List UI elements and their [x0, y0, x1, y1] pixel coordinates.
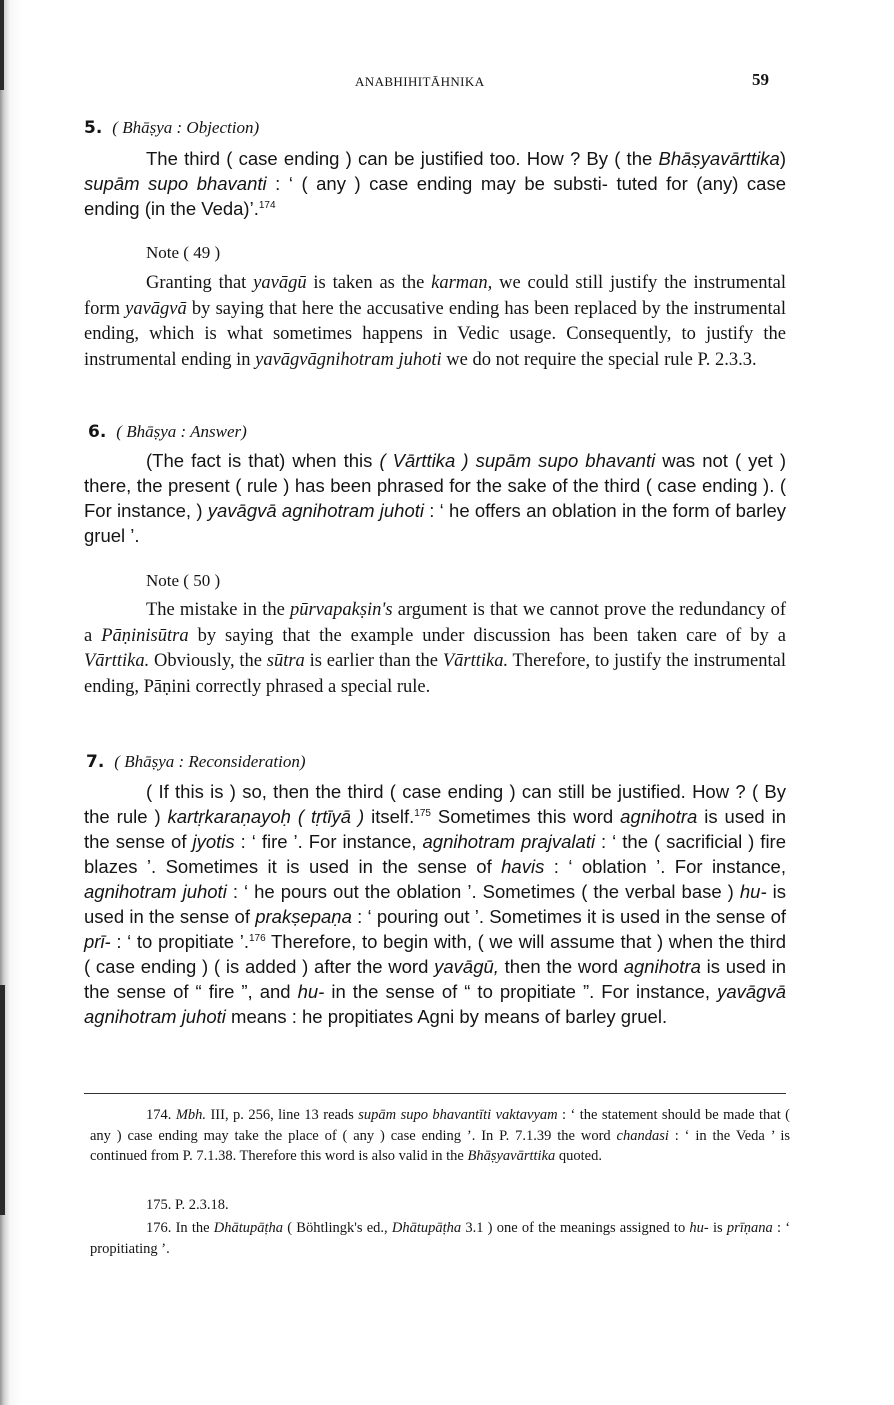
section-heading [84, 118, 259, 138]
note-paragraph: The mistake in the pūrvapakṣin's argument is that we cannot prove the redundancy of a Pāṇinisūtra by saying that the example under discussion has been taken care of by a Vārttika. Obviously, the sūtra is earlier than the Vārttika. Therefore, to justify the instrumental ending, Pāṇini correctly phrased a special rule. [84, 600, 787, 697]
section-heading [88, 422, 247, 442]
section-number: 5. [84, 118, 103, 138]
section-number: 6. [88, 422, 107, 442]
scan-mark [0, 0, 4, 90]
note-paragraph: Granting that yavāgū is taken as the karman, we could still justify the instrumental form yavāgvā by saying that here the accusative ending has been replaced by the instrumental ending, which is what sometimes happens in Vedic usage. Consequently, to justify the instrumental ending in yavāgvāgnihotram juhoti we do not require the special rule P. 2.3.3. [84, 273, 787, 370]
footnote: 174. Mbh. III, p. 256, line 13 reads supām supo bhavantīti vaktavyam : ‘ the statement should be made that ( any ) case ending may take the place of ( any ) case ending ’. In P. 7.1.39 the word chandasi : ‘ in the Veda ’ is continued from P. 7.1.38. Therefore this word is also valid in the Bhāṣyavārttika quoted. [90, 1107, 791, 1164]
bhasya-paragraph: (The fact is that) when this ( Vārttika ) supām supo bhavanti was not ( yet ) there, the present ( rule ) has been phrased for the sake of the third ( case ending ). ( For instance, ) yavāgvā agnihotram juhoti : ‘ he offers an oblation in the form of barley gruel ’. [84, 450, 786, 546]
bhasya-paragraph: ( If this is ) so, then the third ( case ending ) can still be justified. How ? ( By the rule ) kartṛkaraṇayoḥ ( tṛtīyā ) itself.$^{175}$ Sometimes this word agnihotra is used in the sense of jyotis : ‘ fire ’. For instance, agnihotram prajvalati : ‘ the ( sacrificial ) fire blazes ’. Sometimes it is used in the sense of havis : ‘ oblation ’. For instance, agnihotram juhoti : ‘ he pours out the oblation ’. Sometimes ( the verbal base ) hu- is used in the sense of prakṣepaṇa : ‘ pouring out ’. Sometimes it is used in the sense of prī- : ‘ to propitiate ’.$^{176}$ Therefore, to begin with, ( we will assume that ) when the third ( case ending ) ( is added ) after the word yavāgū, then the word agnihotra is used in the sense of “ fire ”, and hu- in the sense of “ to propitiate ”. For instance, yavāgvā agnihotram juhoti means : he propitiates Agni by means of barley gruel. [84, 781, 787, 1027]
note-label: Note ( 49 ) [146, 243, 221, 262]
section-number: 7. [86, 752, 105, 772]
running-head: ANABHIHITĀHNIKA [355, 74, 485, 89]
note-label: Note ( 50 ) [146, 571, 221, 590]
section-label: ( Bhāṣya : Reconsideration) [114, 752, 306, 771]
footnote-divider [84, 1093, 786, 1094]
footnote: 176. In the Dhātupāṭha ( Böhtlingk's ed., Dhātupāṭha 3.1 ) one of the meanings assigned to hu- is prīṇana : ‘ propitiating ’. [90, 1220, 791, 1257]
section-label: ( Bhāṣya : Objection) [112, 118, 260, 137]
footnote-ref: 174 [258, 199, 276, 211]
section-heading [86, 752, 306, 772]
bhasya-paragraph: The third ( case ending ) can be justified too. How ? By ( the Bhāṣyavārttika) supām supo bhavanti : ‘ ( any ) case ending may be substi- tuted for (any) case ending (in the Veda)’.$^{174}$ [84, 148, 787, 219]
footnote-ref: 176 [248, 932, 266, 944]
page-number: 59 [752, 70, 769, 89]
scan-mark [0, 985, 5, 1215]
section-label: ( Bhāṣya : Answer) [116, 422, 247, 441]
footnote-ref: 175 [414, 807, 431, 819]
footnote: 175. P. 2.3.18. [146, 1197, 229, 1213]
